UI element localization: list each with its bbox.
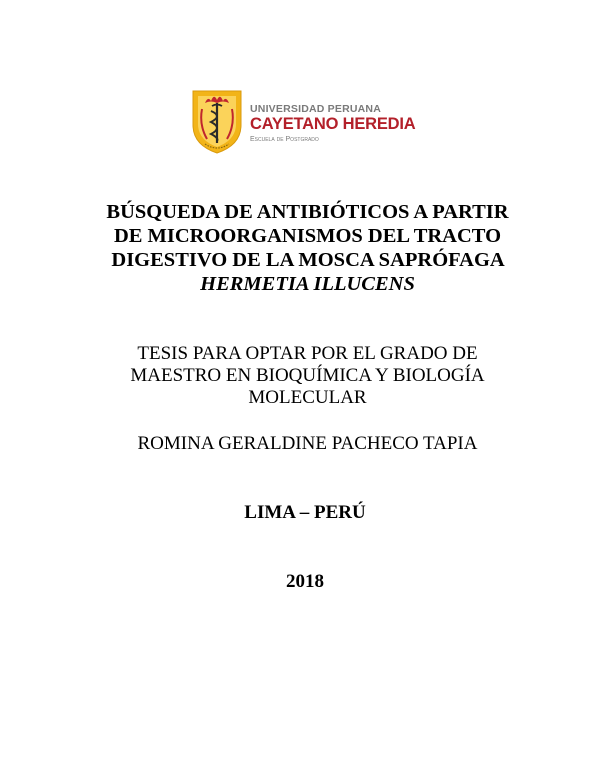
university-name-main: CAYETANO HEREDIA [250,115,416,133]
university-logo [190,89,440,155]
university-name-line: UNIVERSIDAD PERUANA [250,103,381,115]
thesis-title-main: BÚSQUEDA DE ANTIBIÓTICOS A PARTIR DE MICROORGANISMOS DEL TRACTO DIGESTIVO DE LA MOSCA SAPRÓFAGA [106,201,509,271]
place: LIMA – PERÚ [244,502,366,523]
author-name: ROMINA GERALDINE PACHECO TAPIA [137,433,478,454]
thesis-title-species: HERMETIA ILLUCENS [200,273,415,295]
university-shield-icon [190,89,244,155]
school-name: Escuela de Postgrado [250,136,319,143]
year: 2018 [286,571,324,592]
thesis-title [100,200,515,296]
degree-statement: TESIS PARA OPTAR POR EL GRADO DE MAESTRO EN BIOQUÍMICA Y BIOLOGÍA MOLECULAR [130,343,485,408]
